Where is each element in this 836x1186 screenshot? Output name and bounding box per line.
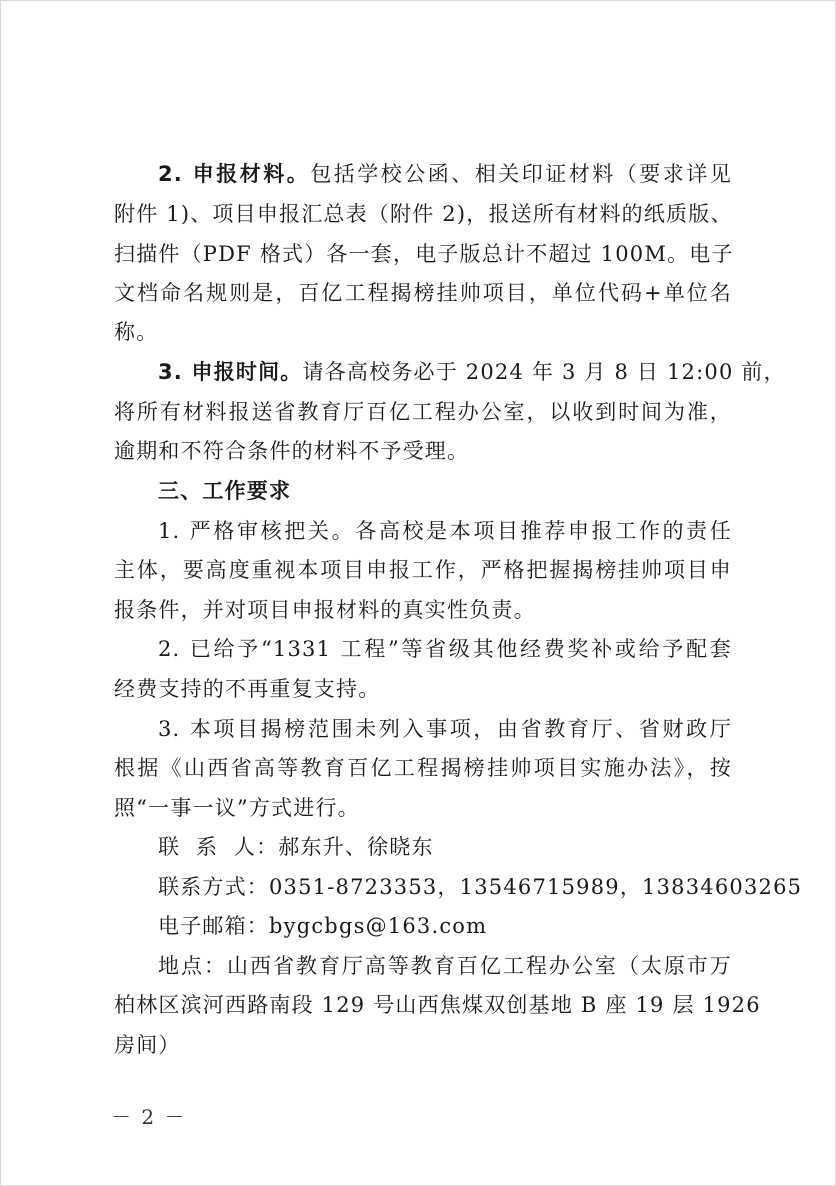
contact-phone: 联系方式：0351-8723353，13546715989，13834603265	[158, 875, 803, 899]
item3-line1	[158, 355, 786, 389]
req2-line2: 经费支持的不再重复支持。	[114, 677, 381, 701]
item2-line4: 文档命名规则是，百亿工程揭榜挂帅项目，单位代码+单位名	[114, 281, 732, 305]
req2-line1: 2. 已给予“1331 工程”等省级其他经费奖补或给予配套	[158, 637, 732, 661]
contact-email: 电子邮箱：bygcbgs@163.com	[158, 914, 488, 938]
item3-title: 3. 申报时间。	[158, 360, 303, 384]
req3-line2: 根据《山西省高等教育百亿工程揭榜挂帅项目实施办法》，按	[114, 756, 732, 780]
contact-person: 联 系 人：郝东升、徐晓东	[158, 835, 434, 859]
item2-line3: 扫描件（PDF 格式）各一套，电子版总计不超过 100M。电子	[114, 242, 734, 266]
page-number: － 2 －	[111, 1105, 187, 1129]
item2-line1	[158, 157, 732, 191]
item3-line2: 将所有材料报送省教育厅百亿工程办公室，以收到时间为准，	[114, 400, 732, 424]
req1-line1: 1. 严格审核把关。各高校是本项目推荐申报工作的责任	[158, 519, 732, 543]
item2-line2: 附件 1)、项目申报汇总表（附件 2)，报送所有材料的纸质版、	[114, 202, 733, 226]
contact-address-line3: 房间）	[114, 1033, 181, 1057]
req3-line1: 3. 本项目揭榜范围未列入事项，由省教育厅、省财政厅	[158, 717, 732, 741]
req3-line3: 照“一事一议”方式进行。	[114, 796, 360, 820]
section-heading: 三、工作要求	[158, 479, 292, 503]
item2-line5: 称。	[114, 320, 159, 344]
contact-address-line2: 柏林区滨河西路南段 129 号山西焦煤双创基地 B 座 19 层 1926	[114, 993, 761, 1017]
item3-line1-text: 请各高校务必于 2024 年 3 月 8 日 12:00 前，	[302, 360, 786, 384]
item3-line3: 逾期和不符合条件的材料不予受理。	[114, 439, 470, 463]
req1-line3: 报条件，并对项目申报材料的真实性负责。	[114, 598, 536, 622]
req1-line2: 主体，要高度重视本项目申报工作，严格把握揭榜挂帅项目申	[114, 558, 732, 582]
item2-line1-text: 包括学校公函、相关印证材料（要求详见	[310, 162, 733, 186]
item2-title: 2. 申报材料。	[158, 162, 311, 186]
contact-address-line1: 地点：山西省教育厅高等教育百亿工程办公室（太原市万	[158, 954, 732, 978]
